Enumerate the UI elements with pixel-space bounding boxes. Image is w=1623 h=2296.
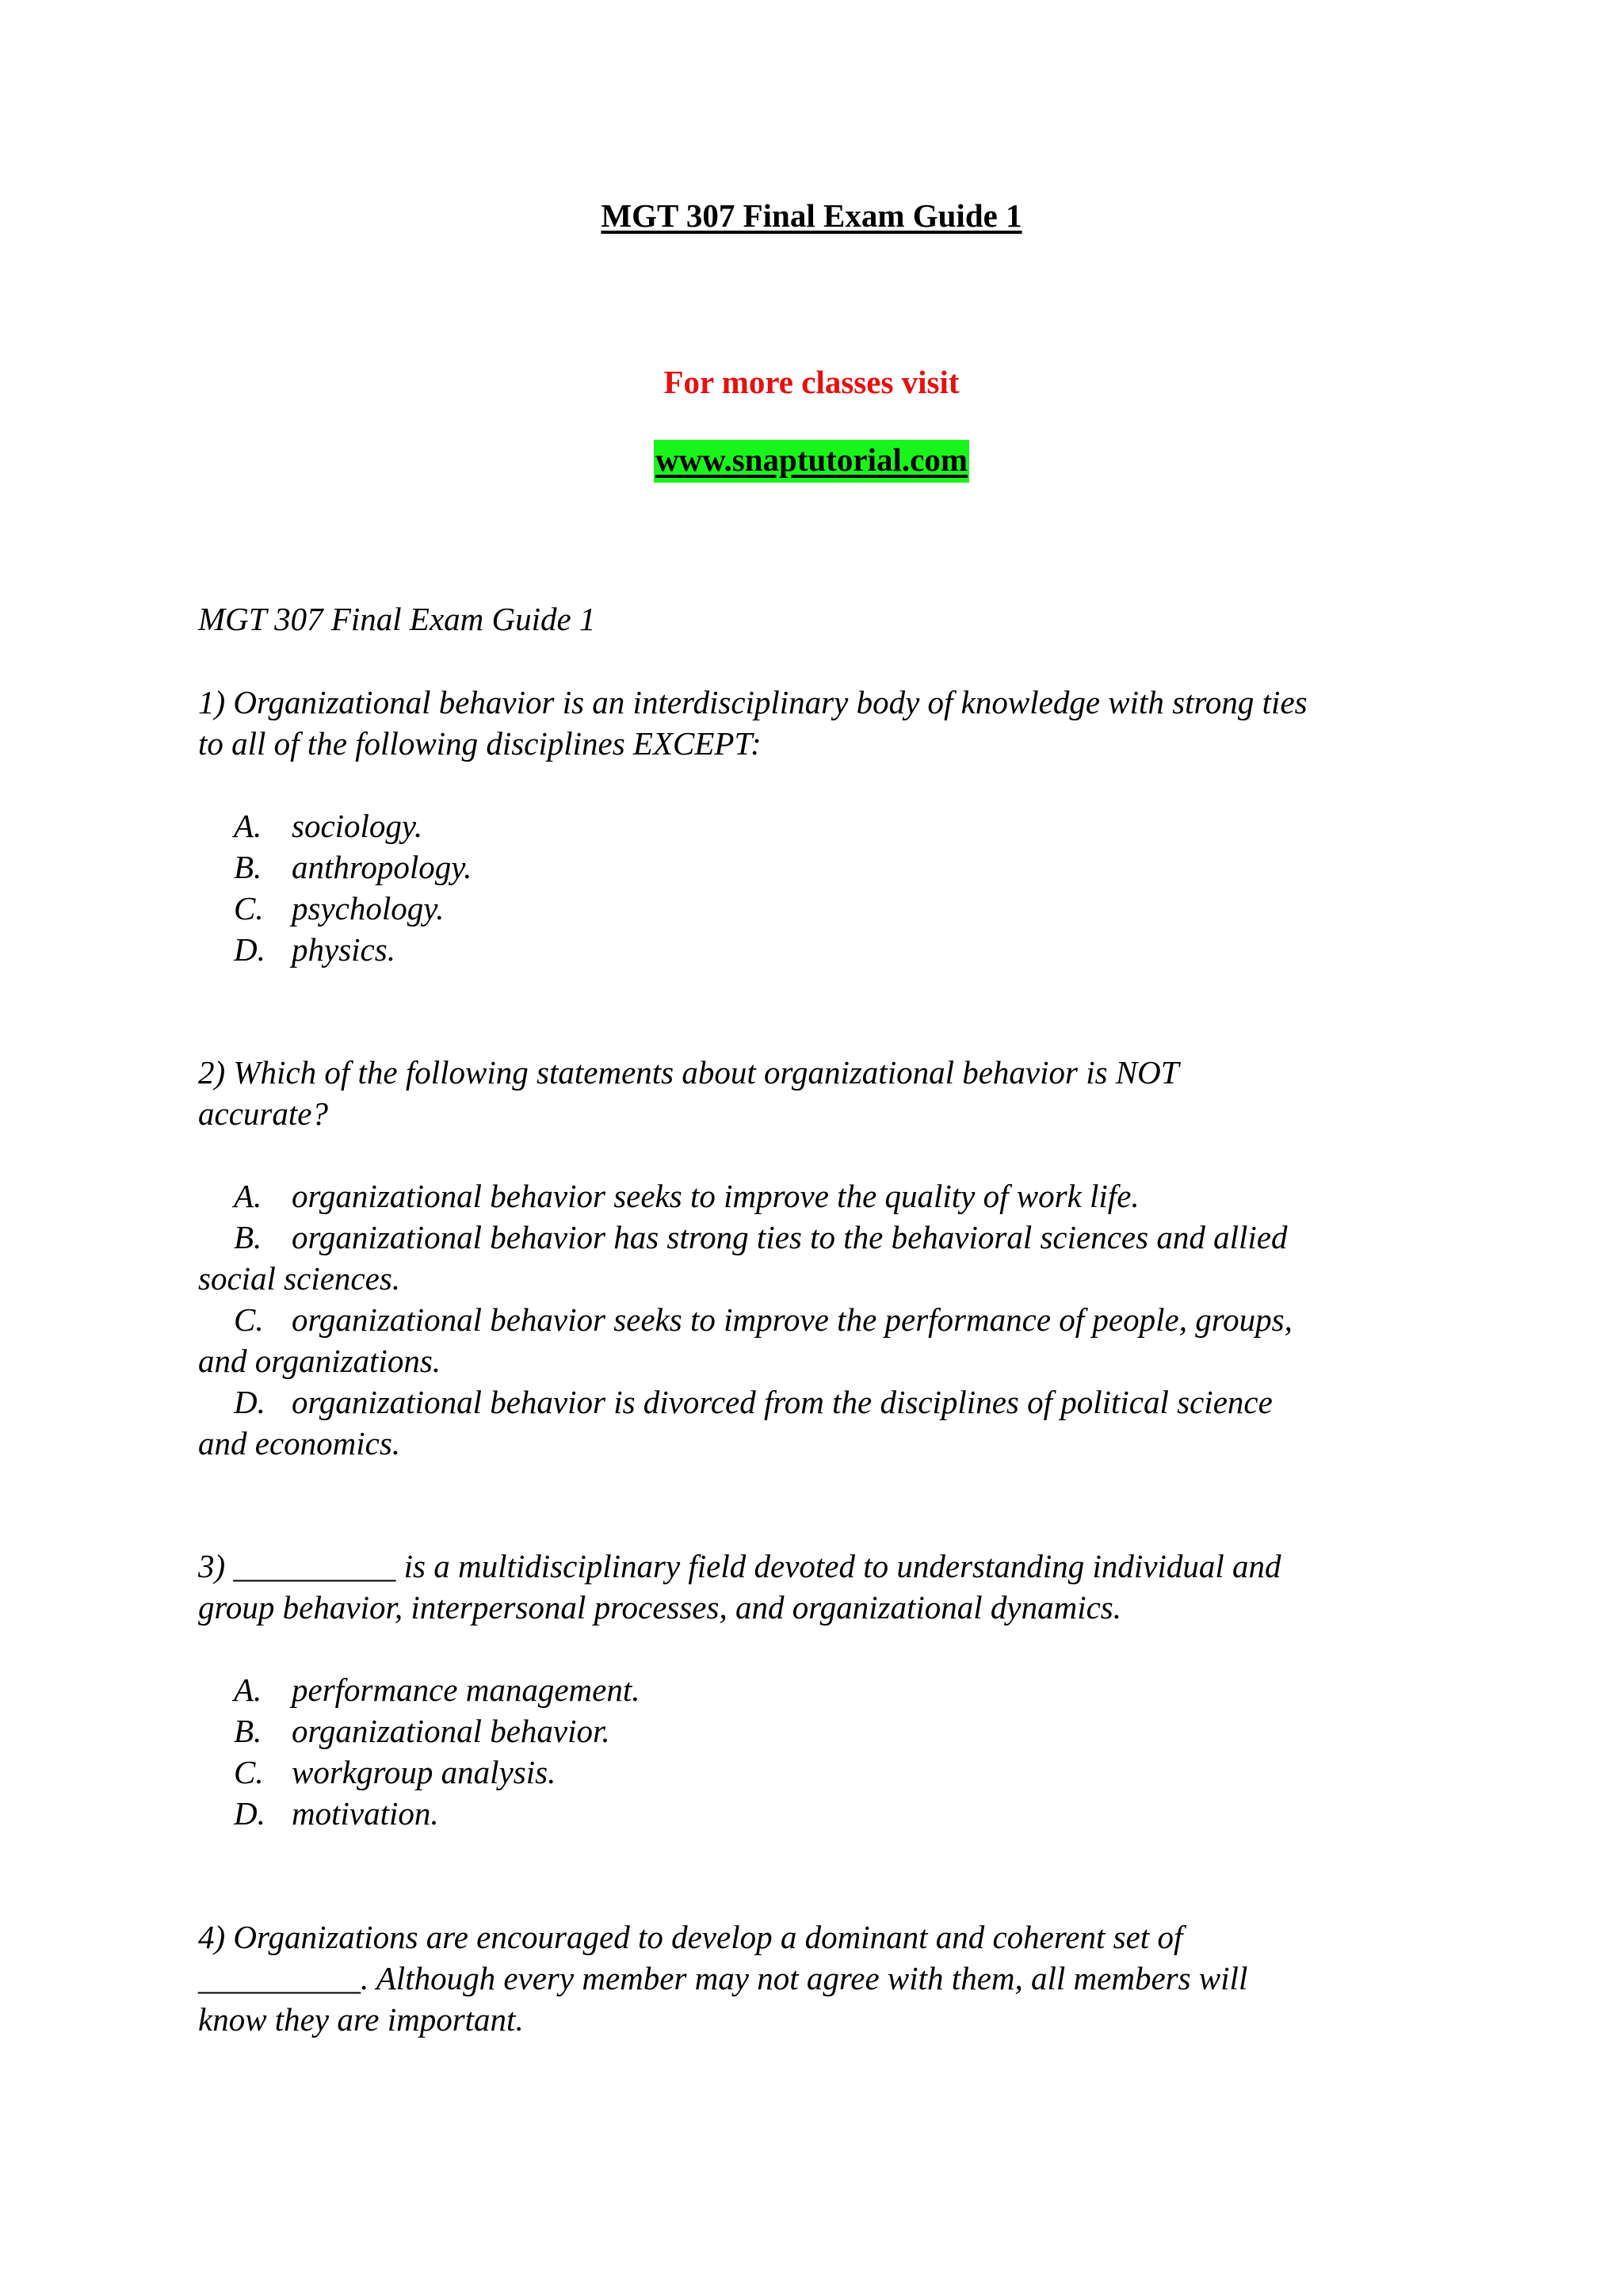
option-text: organizational behavior is divorced from the disciplines of political science bbox=[292, 1384, 1273, 1420]
option-item bbox=[198, 1752, 1434, 1793]
option-item bbox=[198, 1299, 1434, 1340]
option-text: anthropology. bbox=[292, 849, 472, 885]
option-letter: B. bbox=[234, 1713, 262, 1749]
promo-link-wrapper bbox=[0, 441, 1623, 478]
option-text: sociology. bbox=[292, 808, 423, 844]
question-line: 2) Which of the following statements about organizational behavior is NOT bbox=[198, 1054, 1179, 1091]
option-text: physics. bbox=[292, 931, 395, 968]
option-letter: B. bbox=[234, 849, 262, 885]
document-subtitle: MGT 307 Final Exam Guide 1 bbox=[198, 601, 596, 637]
question-4 bbox=[198, 1916, 1434, 2040]
option-continuation: social sciences. bbox=[198, 1260, 401, 1297]
option-text: workgroup analysis. bbox=[292, 1754, 556, 1790]
option-item bbox=[198, 1669, 1434, 1710]
option-letter: A. bbox=[234, 1671, 262, 1708]
option-letter: D. bbox=[234, 1384, 265, 1420]
option-item bbox=[198, 1175, 1434, 1217]
option-letter: A. bbox=[234, 1178, 262, 1214]
question-2-options bbox=[198, 1175, 1434, 1464]
option-item bbox=[198, 805, 1434, 846]
promo-text: For more classes visit bbox=[663, 364, 960, 400]
option-text: organizational behavior has strong ties to the behavioral sciences and allied bbox=[292, 1219, 1288, 1255]
question-3 bbox=[198, 1545, 1434, 1628]
option-text: organizational behavior. bbox=[292, 1713, 610, 1749]
question-line: group behavior, interpersonal processes, and organizational dynamics. bbox=[198, 1589, 1122, 1626]
question-1-options bbox=[198, 805, 1434, 970]
option-text: performance management. bbox=[292, 1671, 640, 1708]
option-item bbox=[198, 1381, 1434, 1423]
option-letter: D. bbox=[234, 931, 265, 968]
option-item bbox=[198, 846, 1434, 888]
option-text: organizational behavior seeks to improve the quality of work life. bbox=[292, 1178, 1140, 1214]
question-3-options bbox=[198, 1669, 1434, 1834]
promo-link[interactable]: www.snaptutorial.com bbox=[654, 440, 969, 483]
option-letter: C. bbox=[234, 1301, 264, 1338]
option-item bbox=[198, 1217, 1434, 1258]
question-1 bbox=[198, 682, 1434, 764]
option-letter: C. bbox=[234, 1754, 264, 1790]
option-letter: A. bbox=[234, 808, 262, 844]
option-continuation: and organizations. bbox=[198, 1343, 441, 1379]
option-text: organizational behavior seeks to improve the performance of people, groups, bbox=[292, 1301, 1293, 1338]
option-letter: B. bbox=[234, 1219, 262, 1255]
question-line: to all of the following disciplines EXCEPT: bbox=[198, 725, 762, 762]
option-item bbox=[198, 929, 1434, 970]
option-item bbox=[198, 1710, 1434, 1752]
option-continuation: and economics. bbox=[198, 1425, 401, 1461]
option-item bbox=[198, 888, 1434, 929]
question-line: 4) Organizations are encouraged to develop a dominant and coherent set of bbox=[198, 1919, 1183, 1955]
question-line: accurate? bbox=[198, 1095, 328, 1132]
question-2 bbox=[198, 1052, 1434, 1134]
question-line: 3) __________ is a multidisciplinary field devoted to understanding individual and bbox=[198, 1548, 1281, 1584]
document-title: MGT 307 Final Exam Guide 1 bbox=[601, 197, 1022, 234]
option-text: motivation. bbox=[292, 1795, 439, 1832]
option-letter: D. bbox=[234, 1795, 265, 1832]
question-line: 1) Organizational behavior is an interdisciplinary body of knowledge with strong ties bbox=[198, 684, 1308, 720]
question-line: __________. Although every member may not agree with them, all members will bbox=[198, 1960, 1248, 1996]
option-item bbox=[198, 1793, 1434, 1834]
option-letter: C. bbox=[234, 890, 264, 926]
question-line: know they are important. bbox=[198, 2001, 524, 2038]
option-text: psychology. bbox=[292, 890, 445, 926]
